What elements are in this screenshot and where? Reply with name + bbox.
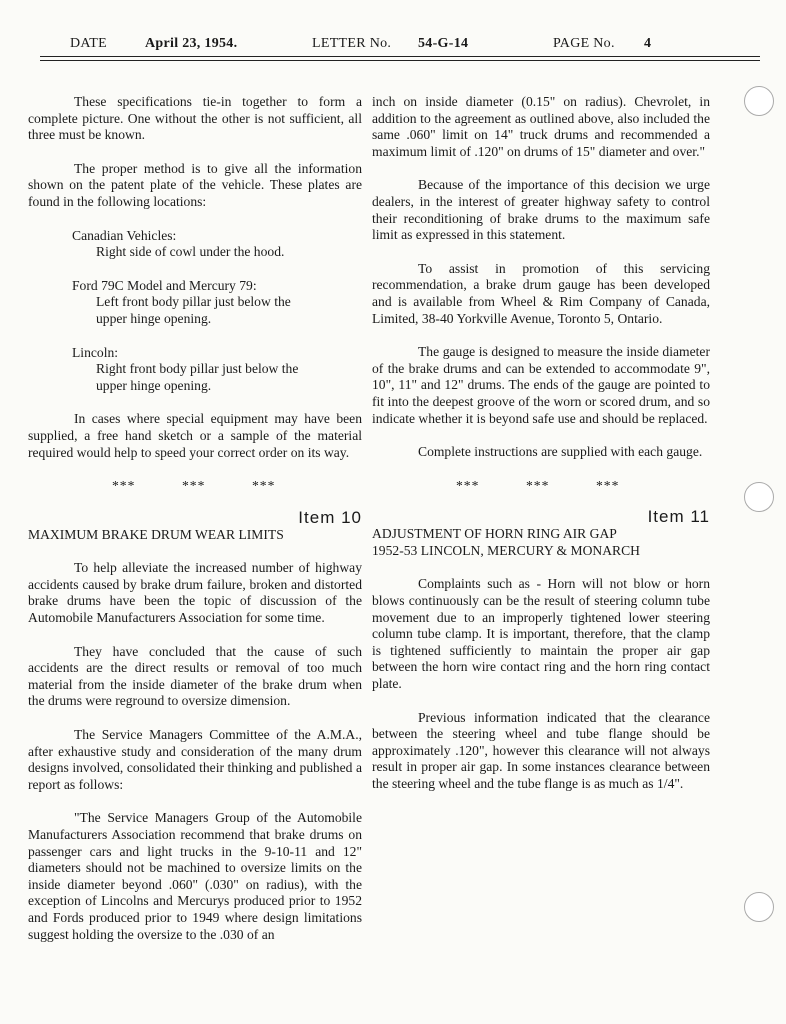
binder-hole-icon — [744, 892, 774, 922]
page-header — [40, 32, 740, 58]
separator-stars: *** — [526, 477, 550, 493]
date-label: DATE — [70, 36, 107, 51]
header-rule-top — [40, 56, 760, 57]
paragraph: These specifications tie-in together to form a complete picture. One without the other is not sufficient, all three must be known. — [28, 94, 362, 143]
left-column — [28, 94, 362, 943]
section-separator — [28, 478, 362, 495]
location-line: upper hinge opening. — [96, 377, 212, 393]
paragraph: To help alleviate the increased number of highway accidents caused by brake drum failure, broken and distorted brake drums have been the topic of discussion of the Automobile Manufacturers Association for some time. — [28, 560, 362, 626]
binder-hole-icon — [744, 86, 774, 116]
separator-stars: *** — [112, 478, 136, 494]
separator-stars: *** — [456, 477, 480, 493]
header-rule-bottom — [40, 60, 760, 61]
page-label: PAGE No. — [553, 36, 615, 51]
paragraph: The proper method is to give all the information shown on the patent plate of the vehicle. These plates are found in the following locations: — [28, 160, 362, 209]
section-heading: MAXIMUM BRAKE DRUM WEAR LIMITS — [28, 526, 284, 542]
location-line: Right side of cowl under the hood. — [96, 244, 285, 260]
location-line: upper hinge opening. — [96, 310, 212, 326]
location-line: Right front body pillar just below the — [96, 361, 299, 377]
binder-hole-icon — [744, 482, 774, 512]
paragraph: Complete instructions are supplied with each gauge. — [418, 444, 703, 460]
paragraph: To assist in promotion of this servicing recommendation, a brake drum gauge has been developed and is available from Wheel & Rim Company of Canada, Limited, 38-40 Yorkville Avenue, Toronto 5, Ontario. — [372, 260, 710, 326]
section-heading: ADJUSTMENT OF HORN RING AIR GAP — [372, 526, 617, 542]
section-separator — [372, 478, 710, 495]
paragraph: inch on inside diameter (0.15" on radius). Chevrolet, in addition to the agreement as outlined above, also included the same .060" limit on 14" truck drums and recommended a maximum limit of .120" on drums of 15" diameter and over." — [372, 94, 710, 159]
separator-stars: *** — [182, 478, 206, 494]
location-line: Left front body pillar just below the — [96, 294, 291, 310]
right-column — [372, 94, 710, 793]
page-number: 4 — [644, 36, 652, 51]
paragraph: They have concluded that the cause of such accidents are the direct results or removal of too much material from the inside diameter of the brake drum when the drums were reground to oversize dimension. — [28, 643, 362, 709]
item-number: Item 11 — [647, 507, 710, 527]
paragraph: The Service Managers Committee of the A.M.A., after exhaustive study and consideration of the many drum designs involved, consolidated their thinking and published a report as follows: — [28, 727, 362, 792]
paragraph: The gauge is designed to measure the inside diameter of the brake drums and can be extended to accommodate 9", 10", 11" and 12" drums. The ends of the gauge are pointed to fit into the deepest groove of the worn or scored drum, and so indicate whether it is beyond safe use and should be replaced. — [372, 344, 710, 426]
location-title: Lincoln: — [72, 344, 119, 360]
section-subheading: 1952-53 LINCOLN, MERCURY & MONARCH — [372, 542, 640, 558]
paragraph: "The Service Managers Group of the Automobile Manufacturers Association recommend that brake drums on passenger cars and light trucks in the 9-10-11 and 12" diameters should not be machined to oversize limits on the inside diameter beyond .060" (.030" on radius), with the exception of Lincolns and Mercurys produced prior to 1952 and Fords produced prior to 1949 where design limitations suggest holding the oversize to the .030 of an — [28, 810, 362, 942]
paragraph: Complaints such as - Horn will not blow or horn blows continuously can be the result of steering column tube movement due to an improperly tightened lower steering column tube clamp. It is important, therefore, that the clamp is tightened sufficiently to maintain the proper air gap between the horn wire contact ring and the horn ring contact plate. — [372, 576, 710, 692]
date-value: April 23, 1954. — [145, 36, 238, 51]
separator-stars: *** — [596, 477, 620, 493]
paragraph: In cases where special equipment may have been supplied, a free hand sketch or a sample of the material required would help to speed your correct order on its way. — [28, 411, 362, 460]
letter-label: LETTER No. — [312, 36, 392, 51]
location-title: Ford 79C Model and Mercury 79: — [72, 277, 257, 293]
paragraph: Previous information indicated that the clearance between the steering wheel and tube flange should be approximately .120", however this clearance will not always result in proper air gap. In some instances clearance between the steering wheel and the tube flange is as much as 1/4". — [372, 709, 710, 791]
item-number: Item 10 — [298, 507, 362, 527]
paragraph: Because of the importance of this decision we urge dealers, in the interest of greater highway safety to control their reconditioning of brake drums to the maximum safe limit as expressed in this statement. — [372, 177, 710, 243]
letter-number: 54-G-14 — [418, 36, 469, 51]
location-title: Canadian Vehicles: — [72, 227, 177, 243]
separator-stars: *** — [252, 478, 276, 494]
